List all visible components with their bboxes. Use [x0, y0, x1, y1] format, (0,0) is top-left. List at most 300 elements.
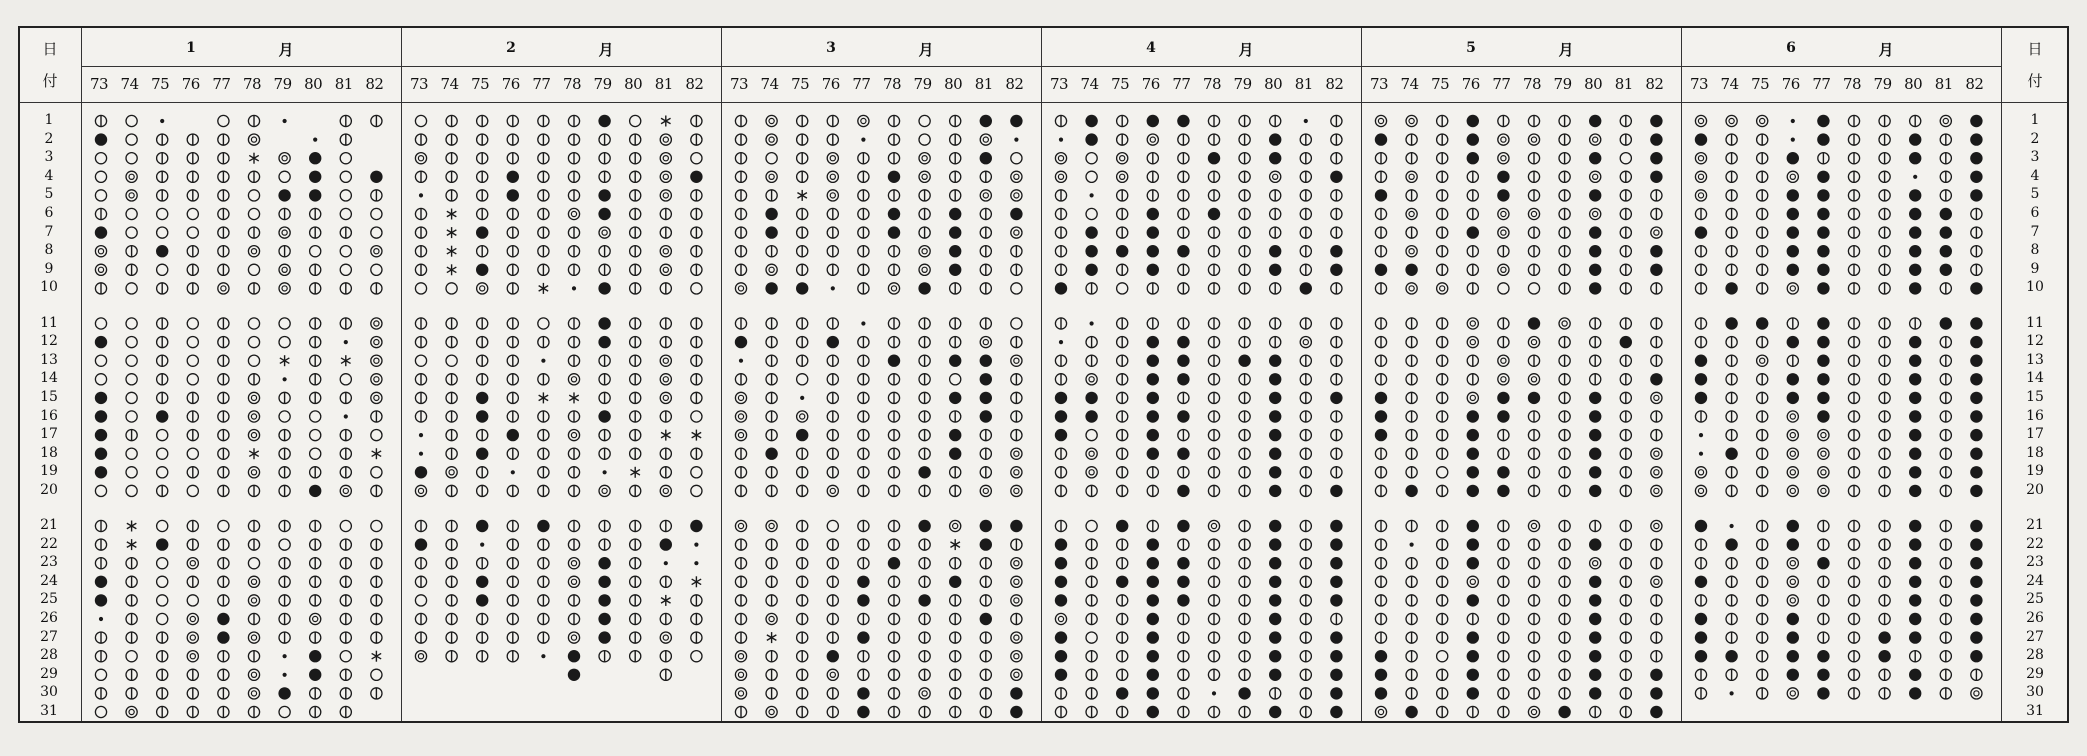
solid-circle-mark: [309, 152, 321, 164]
circle-with-bar-mark: [1375, 318, 1386, 329]
day-number-right: 28: [2026, 647, 2044, 664]
year-label: 77: [1812, 75, 1831, 93]
day-number-right: 27: [2026, 628, 2044, 645]
solid-circle-mark: [1909, 245, 1921, 257]
double-circle-mark: [126, 171, 137, 182]
circle-with-bar-mark: [1011, 539, 1022, 550]
circle-with-bar-mark: [797, 613, 808, 624]
circle-with-bar-mark: [507, 595, 518, 606]
circle-with-bar-mark: [1757, 208, 1768, 219]
solid-circle-mark: [1010, 706, 1022, 718]
circle-with-bar-mark: [980, 558, 991, 569]
double-circle-mark: [371, 318, 382, 329]
circle-with-bar-mark: [1559, 246, 1570, 257]
circle-with-bar-mark: [1879, 558, 1890, 569]
circle-with-bar-mark: [1375, 467, 1386, 478]
circle-with-bar-mark: [1848, 355, 1859, 366]
circle-with-bar-mark: [371, 613, 382, 624]
circle-with-bar-mark: [1620, 576, 1631, 587]
circle-with-bar-mark: [691, 392, 702, 403]
solid-circle-mark: [1970, 631, 1982, 643]
solid-circle-mark: [918, 594, 930, 606]
circle-with-bar-mark: [1528, 576, 1539, 587]
circle-with-bar-mark: [1757, 430, 1768, 441]
circle-with-bar-mark: [827, 134, 838, 145]
day-number-right: 18: [2026, 444, 2044, 461]
circle-with-bar-mark: [415, 374, 426, 385]
circle-with-bar-mark: [630, 227, 641, 238]
circle-with-bar-mark: [1117, 632, 1128, 643]
open-circle-mark: [157, 264, 168, 275]
circle-with-bar-mark: [568, 613, 579, 624]
solid-circle-mark: [1208, 152, 1220, 164]
circle-with-bar-mark: [1208, 706, 1219, 717]
small-dot-mark: [419, 452, 423, 456]
circle-with-bar-mark: [660, 411, 671, 422]
circle-with-bar-mark: [1971, 227, 1982, 238]
circle-with-bar-mark: [279, 613, 290, 624]
day-number-right: 1: [2030, 112, 2040, 128]
small-dot-mark: [603, 470, 607, 474]
circle-with-bar-mark: [446, 651, 457, 662]
circle-with-bar-mark: [248, 171, 259, 182]
year-label: 74: [1400, 75, 1419, 93]
solid-circle-mark: [568, 650, 580, 662]
solid-circle-mark: [1330, 392, 1342, 404]
circle-with-bar-mark: [1178, 651, 1189, 662]
solid-circle-mark: [1467, 429, 1479, 441]
circle-with-bar-mark: [1208, 467, 1219, 478]
circle-with-bar-mark: [735, 558, 746, 569]
double-circle-mark: [1437, 283, 1448, 294]
circle-with-bar-mark: [1559, 558, 1570, 569]
circle-with-bar-mark: [630, 392, 641, 403]
circle-with-bar-mark: [340, 430, 351, 441]
circle-with-bar-mark: [980, 467, 991, 478]
open-circle-mark: [371, 430, 382, 441]
solid-circle-mark: [1269, 631, 1281, 643]
year-label: 73: [1049, 75, 1069, 93]
circle-with-bar-mark: [950, 613, 961, 624]
circle-with-bar-mark: [1528, 411, 1539, 422]
circle-with-bar-mark: [1437, 246, 1448, 257]
circle-with-bar-mark: [157, 688, 168, 699]
solid-circle-mark: [980, 613, 992, 625]
circle-with-bar-mark: [446, 520, 457, 531]
circle-with-bar-mark: [1178, 318, 1189, 329]
circle-with-bar-mark: [1406, 467, 1417, 478]
solid-circle-mark: [1147, 410, 1159, 422]
circle-with-bar-mark: [1910, 318, 1921, 329]
solid-circle-mark: [1055, 429, 1067, 441]
day-number-left: 18: [40, 444, 58, 461]
solid-circle-mark: [1330, 669, 1342, 681]
solid-circle-mark: [1695, 133, 1707, 145]
circle-with-bar-mark: [371, 558, 382, 569]
circle-with-bar-mark: [1437, 558, 1448, 569]
solid-circle-mark: [735, 336, 747, 348]
circle-with-bar-mark: [1757, 448, 1768, 459]
solid-circle-mark: [857, 687, 869, 699]
circle-with-bar-mark: [218, 467, 229, 478]
circle-with-bar-mark: [950, 688, 961, 699]
solid-circle-mark: [690, 171, 702, 183]
circle-with-bar-mark: [1498, 448, 1509, 459]
month-kanji-1: 月: [278, 41, 294, 59]
circle-with-bar-mark: [538, 115, 549, 126]
solid-circle-mark: [1375, 264, 1387, 276]
circle-with-bar-mark: [126, 430, 137, 441]
solid-circle-mark: [1375, 410, 1387, 422]
open-circle-mark: [310, 430, 321, 441]
circle-with-bar-mark: [1331, 613, 1342, 624]
circle-with-bar-mark: [1651, 558, 1662, 569]
circle-with-bar-mark: [1787, 318, 1798, 329]
double-circle-mark: [310, 613, 321, 624]
circle-with-bar-mark: [1331, 374, 1342, 385]
circle-with-bar-mark: [95, 539, 106, 550]
circle-with-bar-mark: [858, 246, 869, 257]
circle-with-bar-mark: [1331, 134, 1342, 145]
solid-circle-mark: [949, 355, 961, 367]
solid-circle-mark: [1589, 429, 1601, 441]
solid-circle-mark: [598, 189, 610, 201]
double-circle-mark: [1528, 374, 1539, 385]
solid-circle-mark: [1909, 226, 1921, 238]
circle-with-bar-mark: [797, 632, 808, 643]
year-label: 76: [1461, 75, 1480, 93]
circle-with-bar-mark: [218, 355, 229, 366]
circle-with-bar-mark: [1695, 337, 1706, 348]
circle-with-bar-mark: [1559, 411, 1570, 422]
circle-with-bar-mark: [1559, 208, 1570, 219]
circle-with-bar-mark: [660, 227, 671, 238]
day-number-right: 2: [2030, 130, 2040, 147]
circle-with-bar-mark: [1055, 190, 1066, 201]
solid-circle-mark: [949, 429, 961, 441]
circle-with-bar-mark: [1117, 485, 1128, 496]
solid-circle-mark: [1589, 613, 1601, 625]
circle-with-bar-mark: [599, 355, 610, 366]
solid-circle-mark: [1147, 650, 1159, 662]
solid-circle-mark: [1756, 317, 1768, 329]
circle-with-bar-mark: [1757, 467, 1768, 478]
double-circle-mark: [248, 411, 259, 422]
circle-with-bar-mark: [630, 558, 641, 569]
circle-with-bar-mark: [1300, 190, 1311, 201]
double-circle-mark: [248, 576, 259, 587]
circle-with-bar-mark: [279, 520, 290, 531]
year-label: 81: [334, 75, 353, 93]
solid-circle-mark: [1787, 631, 1799, 643]
solid-circle-mark: [1787, 189, 1799, 201]
solid-circle-mark: [1269, 466, 1281, 478]
circle-with-bar-mark: [187, 264, 198, 275]
circle-with-bar-mark: [1879, 227, 1890, 238]
circle-with-bar-mark: [1848, 485, 1859, 496]
month-number-4: 4: [1146, 40, 1156, 56]
solid-circle-mark: [857, 631, 869, 643]
day-number-right: 29: [2026, 665, 2044, 682]
solid-circle-mark: [1147, 392, 1159, 404]
circle-with-bar-mark: [95, 208, 106, 219]
double-circle-mark: [1651, 485, 1662, 496]
circle-with-bar-mark: [1300, 171, 1311, 182]
circle-with-bar-mark: [446, 576, 457, 587]
circle-with-bar-mark: [340, 467, 351, 478]
circle-with-bar-mark: [1406, 355, 1417, 366]
solid-circle-mark: [949, 448, 961, 460]
circle-with-bar-mark: [415, 171, 426, 182]
circle-with-bar-mark: [446, 539, 457, 550]
year-label: 77: [532, 75, 551, 93]
open-circle-mark: [310, 448, 321, 459]
solid-circle-mark: [1269, 133, 1281, 145]
circle-with-bar-mark: [1726, 576, 1737, 587]
double-circle-mark: [1590, 558, 1601, 569]
solid-circle-mark: [660, 538, 672, 550]
small-dot-mark: [800, 396, 804, 400]
circle-with-bar-mark: [797, 651, 808, 662]
circle-with-bar-mark: [766, 355, 777, 366]
circle-with-bar-mark: [888, 246, 899, 257]
circle-with-bar-mark: [691, 355, 702, 366]
circle-with-bar-mark: [1848, 430, 1859, 441]
open-circle-mark: [187, 485, 198, 496]
solid-circle-mark: [980, 115, 992, 127]
year-label: 82: [1645, 75, 1664, 93]
circle-with-bar-mark: [599, 374, 610, 385]
solid-circle-mark: [1878, 650, 1890, 662]
solid-circle-mark: [1787, 208, 1799, 220]
circle-with-bar-mark: [1147, 190, 1158, 201]
circle-with-bar-mark: [415, 337, 426, 348]
circle-with-bar-mark: [1300, 246, 1311, 257]
day-number-left: 31: [40, 703, 58, 719]
day-number-left: 29: [40, 665, 58, 682]
small-dot-mark: [694, 543, 698, 547]
circle-with-bar-mark: [1147, 467, 1158, 478]
solid-circle-mark: [1909, 189, 1921, 201]
open-circle-mark: [1620, 153, 1631, 164]
solid-circle-mark: [1909, 557, 1921, 569]
solid-circle-mark: [1269, 706, 1281, 718]
asterisk-mark: [661, 595, 671, 606]
solid-circle-mark: [1725, 538, 1737, 550]
double-circle-mark: [1528, 134, 1539, 145]
month-number-3: 3: [826, 40, 836, 56]
circle-with-bar-mark: [1437, 318, 1448, 329]
circle-with-bar-mark: [950, 669, 961, 680]
solid-circle-mark: [1909, 336, 1921, 348]
solid-circle-mark: [1269, 557, 1281, 569]
circle-with-bar-mark: [735, 190, 746, 201]
double-circle-mark: [1651, 392, 1662, 403]
solid-circle-mark: [598, 336, 610, 348]
circle-with-bar-mark: [1117, 115, 1128, 126]
circle-with-bar-mark: [919, 558, 930, 569]
circle-with-bar-mark: [1726, 411, 1737, 422]
solid-circle-mark: [1147, 245, 1159, 257]
circle-with-bar-mark: [1239, 576, 1250, 587]
circle-with-bar-mark: [218, 171, 229, 182]
year-label: 73: [89, 75, 109, 93]
circle-with-bar-mark: [766, 190, 777, 201]
circle-with-bar-mark: [1879, 115, 1890, 126]
circle-with-bar-mark: [1726, 467, 1737, 478]
circle-with-bar-mark: [827, 430, 838, 441]
circle-with-bar-mark: [248, 613, 259, 624]
solid-circle-mark: [888, 208, 900, 220]
circle-with-bar-mark: [950, 485, 961, 496]
circle-with-bar-mark: [187, 688, 198, 699]
double-circle-mark: [1787, 171, 1798, 182]
open-circle-mark: [279, 539, 290, 550]
circle-with-bar-mark: [279, 576, 290, 587]
circle-with-bar-mark: [507, 337, 518, 348]
double-circle-mark: [248, 595, 259, 606]
circle-with-bar-mark: [1528, 539, 1539, 550]
circle-with-bar-mark: [1086, 485, 1097, 496]
open-circle-mark: [340, 520, 351, 531]
circle-with-bar-mark: [630, 337, 641, 348]
circle-with-bar-mark: [797, 134, 808, 145]
solid-circle-mark: [1269, 594, 1281, 606]
circle-with-bar-mark: [1178, 430, 1189, 441]
circle-with-bar-mark: [1300, 153, 1311, 164]
circle-with-bar-mark: [218, 539, 229, 550]
double-circle-mark: [1498, 153, 1509, 164]
circle-with-bar-mark: [735, 706, 746, 717]
solid-circle-mark: [1970, 115, 1982, 127]
solid-circle-mark: [507, 171, 519, 183]
double-circle-mark: [1528, 337, 1539, 348]
circle-with-bar-mark: [1940, 688, 1951, 699]
year-label: 76: [501, 75, 520, 93]
solid-circle-mark: [949, 392, 961, 404]
circle-with-bar-mark: [1208, 651, 1219, 662]
circle-with-bar-mark: [187, 467, 198, 478]
double-circle-mark: [735, 688, 746, 699]
circle-with-bar-mark: [950, 318, 961, 329]
solid-circle-mark: [1589, 448, 1601, 460]
circle-with-bar-mark: [630, 448, 641, 459]
open-circle-mark: [248, 190, 259, 201]
year-label: 78: [882, 75, 902, 93]
double-circle-mark: [1818, 448, 1829, 459]
circle-with-bar-mark: [827, 355, 838, 366]
year-label: 81: [1934, 75, 1953, 93]
open-circle-mark: [691, 153, 702, 164]
double-circle-mark: [1498, 264, 1509, 275]
circle-with-bar-mark: [980, 246, 991, 257]
solid-circle-mark: [1269, 613, 1281, 625]
circle-with-bar-mark: [1239, 411, 1250, 422]
asterisk-mark: [692, 430, 702, 441]
circle-with-bar-mark: [340, 706, 351, 717]
double-circle-mark: [827, 153, 838, 164]
small-dot-mark: [344, 414, 348, 418]
open-circle-mark: [340, 171, 351, 182]
circle-with-bar-mark: [1011, 392, 1022, 403]
solid-circle-mark: [1787, 373, 1799, 385]
double-circle-mark: [187, 613, 198, 624]
circle-with-bar-mark: [797, 485, 808, 496]
year-label: 76: [1141, 75, 1160, 93]
circle-with-bar-mark: [1879, 318, 1890, 329]
double-circle-mark: [1406, 208, 1417, 219]
small-dot-mark: [1059, 138, 1063, 142]
day-number-left: 21: [40, 517, 58, 533]
open-circle-mark: [248, 558, 259, 569]
day-number-left: 30: [40, 684, 58, 701]
open-circle-mark: [538, 318, 549, 329]
circle-with-bar-mark: [1208, 283, 1219, 294]
circle-with-bar-mark: [95, 632, 106, 643]
circle-with-bar-mark: [1940, 467, 1951, 478]
circle-with-bar-mark: [1117, 669, 1128, 680]
circle-with-bar-mark: [95, 651, 106, 662]
circle-with-bar-mark: [797, 264, 808, 275]
circle-with-bar-mark: [858, 448, 869, 459]
day-number-left: 11: [40, 314, 58, 331]
solid-circle-mark: [980, 373, 992, 385]
double-circle-mark: [1590, 208, 1601, 219]
double-circle-mark: [248, 392, 259, 403]
circle-with-bar-mark: [507, 651, 518, 662]
open-circle-mark: [797, 374, 808, 385]
solid-circle-mark: [1695, 355, 1707, 367]
circle-with-bar-mark: [1848, 669, 1859, 680]
circle-with-bar-mark: [1300, 558, 1311, 569]
circle-with-bar-mark: [1590, 374, 1601, 385]
circle-with-bar-mark: [1620, 558, 1631, 569]
circle-with-bar-mark: [1620, 467, 1631, 478]
circle-with-bar-mark: [507, 392, 518, 403]
circle-with-bar-mark: [1239, 337, 1250, 348]
circle-with-bar-mark: [735, 467, 746, 478]
circle-with-bar-mark: [1848, 227, 1859, 238]
circle-with-bar-mark: [1239, 430, 1250, 441]
solid-circle-mark: [1330, 687, 1342, 699]
circle-with-bar-mark: [477, 134, 488, 145]
double-circle-mark: [1147, 134, 1158, 145]
solid-circle-mark: [1467, 466, 1479, 478]
circle-with-bar-mark: [660, 208, 671, 219]
circle-with-bar-mark: [1559, 283, 1570, 294]
circle-with-bar-mark: [1498, 539, 1509, 550]
day-number-right: 9: [2030, 260, 2040, 277]
year-label: 80: [944, 75, 963, 93]
small-dot-mark: [1913, 175, 1917, 179]
double-circle-mark: [1055, 613, 1066, 624]
day-number-left: 13: [40, 351, 58, 368]
day-number-left: 28: [40, 647, 58, 664]
solid-circle-mark: [1909, 448, 1921, 460]
circle-with-bar-mark: [735, 632, 746, 643]
circle-with-bar-mark: [797, 539, 808, 550]
circle-with-bar-mark: [1331, 467, 1342, 478]
circle-with-bar-mark: [1239, 651, 1250, 662]
circle-with-bar-mark: [888, 430, 899, 441]
solid-circle-mark: [1330, 650, 1342, 662]
circle-with-bar-mark: [735, 153, 746, 164]
circle-with-bar-mark: [1940, 448, 1951, 459]
circle-with-bar-mark: [1651, 430, 1662, 441]
day-number-right: 11: [2026, 314, 2044, 331]
circle-with-bar-mark: [1559, 688, 1570, 699]
circle-with-bar-mark: [1559, 595, 1570, 606]
